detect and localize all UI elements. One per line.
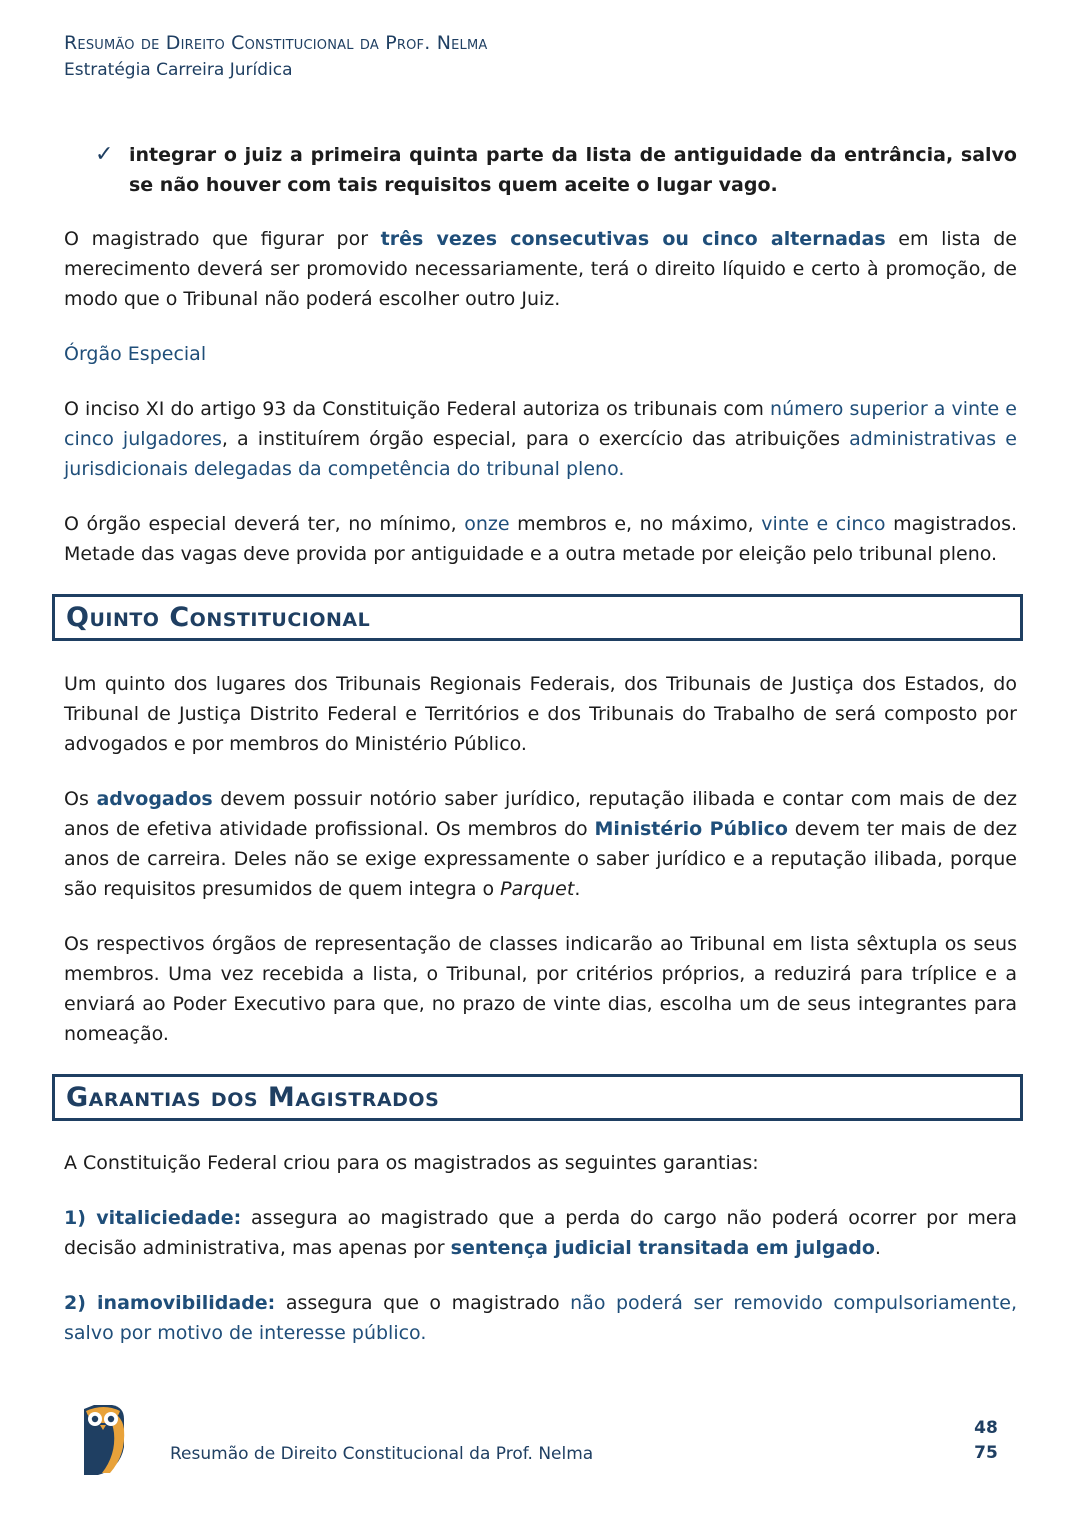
emphasis-text: sentença judicial transitada em julgado bbox=[450, 1237, 875, 1259]
garantia-item-vitaliciedade: 1) vitaliciedade: assegura ao magistrado que a perda do cargo não poderá ocorrer por mera decisão administrativa, mas apenas por sentença judicial transitada em julgado. bbox=[64, 1207, 1018, 1259]
page-number bbox=[966, 1416, 1006, 1466]
check-item-text: integrar o juiz a primeira quinta parte da lista de antiguidade da entrância, salvo se não houver com tais requisitos quem aceite o lugar vago. bbox=[129, 144, 1017, 196]
garantia-label: 1) vitaliciedade: bbox=[64, 1207, 242, 1229]
checkmark-icon: ✓ bbox=[95, 142, 114, 167]
check-list-item bbox=[95, 140, 1017, 200]
highlight-text: administrativas e jurisdicionais delegadas da competência do tribunal pleno. bbox=[64, 428, 1017, 480]
footer-title: Resumão de Direito Constitucional da Prof. Nelma bbox=[170, 1444, 594, 1464]
page-current: 48 bbox=[974, 1418, 998, 1438]
header-subtitle: Estratégia Carreira Jurídica bbox=[64, 60, 293, 80]
page-header bbox=[64, 32, 487, 80]
emphasis-text: Ministério Público bbox=[594, 818, 788, 840]
paragraph-garantias-intro: A Constituição Federal criou para os magistrados as seguintes garantias: bbox=[64, 1152, 759, 1174]
emphasis-text: três vezes consecutivas ou cinco alternadas bbox=[380, 228, 886, 250]
section-header-quinto bbox=[52, 594, 1023, 641]
garantia-label: 2) inamovibilidade: bbox=[64, 1292, 276, 1314]
page-content bbox=[64, 136, 1017, 1348]
italic-text: Parquet bbox=[500, 878, 575, 900]
page-total: 75 bbox=[974, 1443, 998, 1463]
paragraph-orgao-especial-1: O inciso XI do artigo 93 da Constituição Federal autoriza os tribunais com número superior a vinte e cinco julgadores, a instituírem órgão especial, para o exercício das atribuições administrativas e jurisdicionais delegadas da competência do tribunal pleno. bbox=[64, 398, 1017, 480]
owl-logo-icon bbox=[80, 1399, 128, 1479]
highlight-text: vinte e cinco bbox=[761, 513, 886, 535]
paragraph-orgao-especial-2: O órgão especial deverá ter, no mínimo, onze membros e, no máximo, vinte e cinco magistrados. Metade das vagas deve provida por antiguidade e a outra metade por eleição pelo tribunal pleno. bbox=[64, 513, 1018, 565]
section-title: Quinto Constitucional bbox=[66, 602, 371, 633]
header-title: Resumão de Direito Constitucional da Prof. Nelma bbox=[64, 32, 488, 54]
section-title: Garantias dos Magistrados bbox=[66, 1082, 440, 1113]
paragraph-merecimento: O magistrado que figurar por três vezes consecutivas ou cinco alternadas em lista de merecimento deverá ser promovido necessariamente, terá o direito líquido e certo à promoção, de modo que o Tribunal não poderá escolher outro Juiz. bbox=[64, 228, 1017, 310]
subheading-orgao-especial: Órgão Especial bbox=[64, 343, 207, 365]
section-header-garantias bbox=[52, 1074, 1023, 1121]
garantia-item-inamovibilidade: 2) inamovibilidade: assegura que o magistrado não poderá ser removido compulsoriamente, salvo por motivo de interesse público. bbox=[64, 1292, 1018, 1344]
paragraph-quinto-2: Os advogados devem possuir notório saber jurídico, reputação ilibada e contar com mais de dez anos de efetiva atividade profissional. Os membros do Ministério Público devem ter mais de dez anos de carreira. Deles não se exige expressamente o saber jurídico e a reputação ilibada, porque são requisitos presumidos de quem integra o Parquet. bbox=[64, 788, 1017, 900]
highlight-text: onze bbox=[464, 513, 510, 535]
paragraph-quinto-3: Os respectivos órgãos de representação de classes indicarão ao Tribunal em lista sêxtupla os seus membros. Uma vez recebida a lista, o Tribunal, por critérios próprios, a reduzirá para tríplice e a enviará ao Poder Executivo para que, no prazo de vinte dias, escolha um de seus integrantes para nomeação. bbox=[64, 933, 1017, 1045]
paragraph-quinto-1: Um quinto dos lugares dos Tribunais Regionais Federais, dos Tribunais de Justiça dos Estados, do Tribunal de Justiça Distrito Federal e Territórios e dos Tribunais do Trabalho de será composto por advogados e por membros do Ministério Público. bbox=[64, 673, 1017, 755]
emphasis-text: advogados bbox=[96, 788, 213, 810]
highlight-text: não poderá ser removido compulsoriamente, salvo por motivo de interesse público. bbox=[64, 1292, 1018, 1344]
highlight-text: número superior a vinte e cinco julgadores bbox=[64, 398, 1017, 450]
